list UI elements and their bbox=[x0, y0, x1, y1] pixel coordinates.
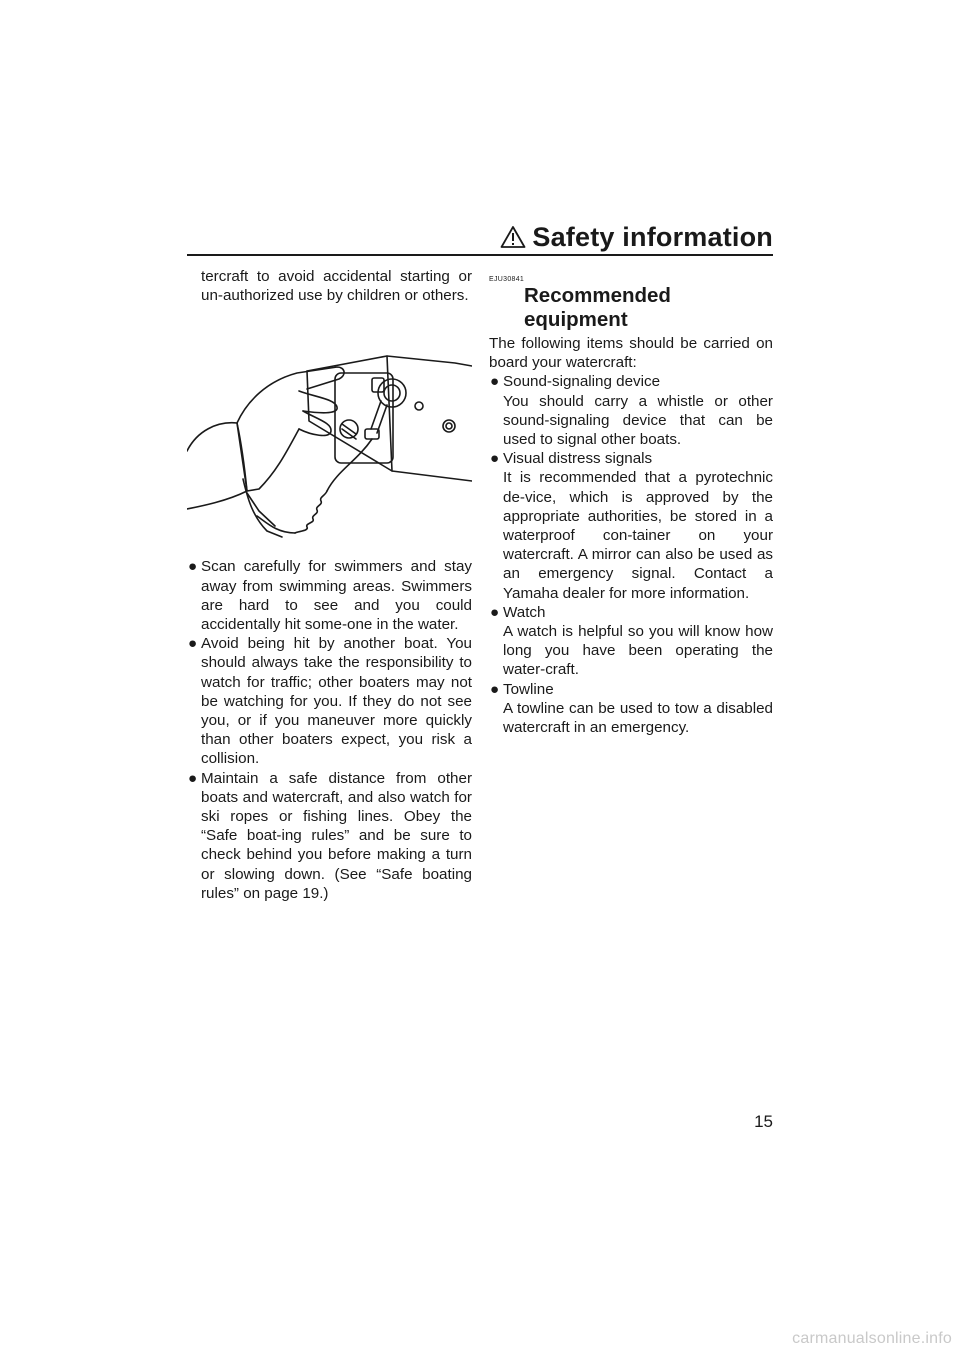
bullet-icon: ● bbox=[490, 373, 500, 391]
bullet-icon: ● bbox=[188, 558, 198, 576]
warning-triangle-icon bbox=[500, 225, 526, 256]
list-item bbox=[489, 372, 773, 449]
list-item bbox=[489, 603, 773, 680]
item-title: Sound-signaling device bbox=[503, 373, 661, 391]
intro-paragraph: The following items should be carried on board your watercraft: bbox=[489, 335, 773, 372]
section-title: Recommended equipment bbox=[524, 284, 671, 331]
bullet-icon: ● bbox=[490, 450, 500, 468]
list-item: ● Maintain a safe distance from other boats and watercraft, and also watch for ski ropes or fishing lines. Obey the “Safe boat-ing rules” and be sure to check behind you before making a turn or slowing down. (See “Safe boating rules” on page 19.) bbox=[188, 769, 472, 902]
continuation-paragraph: tercraft to avoid accidental starting or un-authorized use by children or others. bbox=[201, 268, 472, 305]
bullet-icon: ● bbox=[490, 603, 500, 621]
header-title-wrap bbox=[500, 222, 773, 256]
section-code: EJU30841 bbox=[489, 276, 525, 283]
list-item: ● Avoid being hit by another boat. You should always take the responsibility to watch for traffic; other boaters may not be watching for you. If they do not see you, or if you maneuver more quickly than other boaters expect, you risk a collision. bbox=[188, 635, 472, 768]
lanyard-illustration bbox=[187, 311, 472, 549]
right-column bbox=[489, 267, 773, 737]
bullet-icon: ● bbox=[490, 680, 500, 698]
list-item bbox=[489, 449, 773, 603]
page-header bbox=[187, 222, 773, 254]
item-title: Towline bbox=[503, 680, 554, 698]
page-number: 15 bbox=[754, 1112, 773, 1131]
left-column bbox=[187, 267, 472, 903]
item-description: It is recommended that a pyrotechnic de-vice, which is approved by the appropriate authorities, be stored in a waterproof con-tainer on your watercraft. A mirror can also be used as an emergency signal. Contact a Yamaha dealer for more information. bbox=[503, 469, 773, 602]
equipment-list bbox=[489, 372, 773, 737]
bullet-icon: ● bbox=[188, 635, 198, 653]
list-item: ● Scan carefully for swimmers and stay away from swimming areas. Swimmers are hard to see and you could accidentally hit some-one in the water. bbox=[188, 558, 472, 634]
footer-watermark[interactable]: carmanualsonline.info bbox=[792, 1330, 952, 1347]
bullet-icon: ● bbox=[188, 769, 198, 787]
header-divider bbox=[187, 254, 773, 256]
item-description: A towline can be used to tow a disabled watercraft in an emergency. bbox=[503, 699, 773, 737]
item-title: Visual distress signals bbox=[503, 450, 653, 468]
list-item bbox=[489, 680, 773, 738]
item-description: A watch is helpful so you will know how long you have been operating the water-craft. bbox=[503, 623, 773, 679]
item-title: Watch bbox=[503, 603, 546, 621]
page-title: Safety information bbox=[532, 222, 773, 252]
item-description: You should carry a whistle or other sound-signaling device that can be used to signal other boats. bbox=[503, 392, 773, 449]
safety-bullets bbox=[187, 557, 472, 903]
